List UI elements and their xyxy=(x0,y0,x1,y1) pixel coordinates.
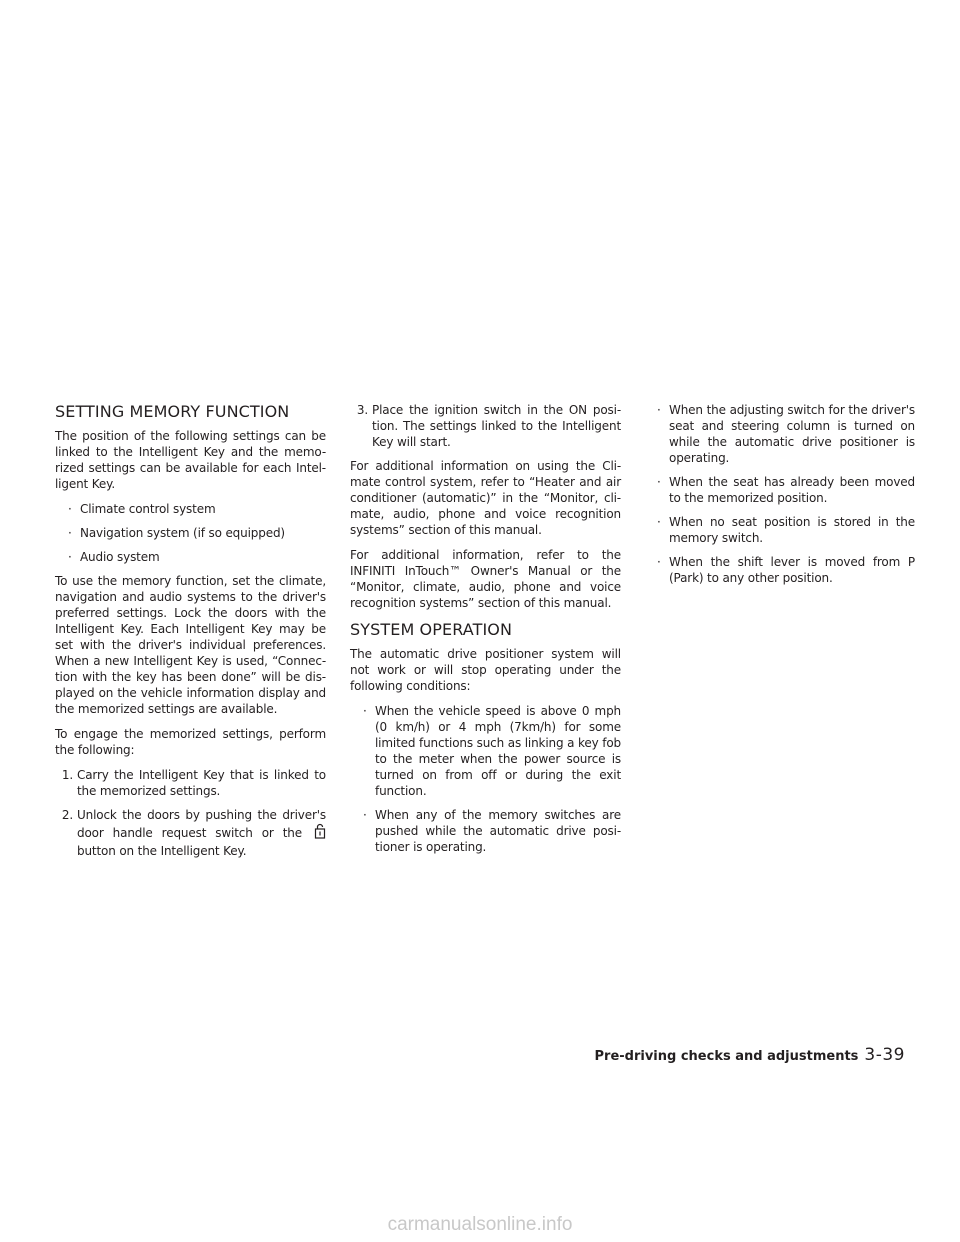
list-item-text: When no seat position is stored in the memory switch. xyxy=(669,515,915,545)
intro-paragraph: The position of the following settings can be linked to the Intelligent Key and the memo-rized settings can be available for each Intel-ligent Key. xyxy=(55,429,326,491)
bullet-mark: · xyxy=(68,502,72,516)
bullet-mark: · xyxy=(657,475,661,489)
list-item-text: Audio system xyxy=(80,550,160,564)
bullet-mark: · xyxy=(657,555,661,569)
intouch-info-paragraph: For additional information, refer to the INFINITI InTouch™ Owner's Manual or the “Monitor, climate, audio, phone and voice recognition systems” section of this manual. xyxy=(350,548,621,610)
step-2 xyxy=(55,807,326,859)
system-operation-paragraph: The automatic drive positioner system will not work or will stop operating under the following conditions: xyxy=(350,647,621,693)
list-item xyxy=(644,514,915,546)
step-number: 2. xyxy=(61,808,73,822)
bullet-mark: · xyxy=(363,808,367,822)
list-item-text: When any of the memory switches are pushed while the automatic drive posi-tioner is operating. xyxy=(375,808,621,854)
step-text xyxy=(77,807,326,859)
watermark: carmanualsonline.info xyxy=(387,1214,573,1235)
list-item xyxy=(55,525,326,541)
list-item xyxy=(350,703,621,799)
column-3 xyxy=(644,402,915,594)
list-item xyxy=(644,402,915,466)
list-item-text: When the seat has already been moved to the memorized position. xyxy=(669,475,915,505)
step-text: Carry the Intelligent Key that is linked to the memorized settings. xyxy=(77,768,326,798)
step-3 xyxy=(350,402,621,450)
step-1 xyxy=(55,767,326,799)
section-heading-system-operation: SYSTEM OPERATION xyxy=(350,620,513,639)
bullet-mark: · xyxy=(363,704,367,718)
bullet-mark: · xyxy=(68,526,72,540)
list-item-text: Climate control system xyxy=(80,502,216,516)
list-item-text: When the shift lever is moved from P (Park) to any other position. xyxy=(669,555,915,585)
bullet-mark: · xyxy=(657,515,661,529)
step-text: Place the ignition switch in the ON posi-tion. The settings linked to the Intelligent Key will start. xyxy=(372,403,621,449)
unlock-key-icon xyxy=(314,823,326,843)
list-item xyxy=(644,554,915,586)
engage-settings-paragraph: To engage the memorized settings, perform the following: xyxy=(55,727,326,757)
list-item-text: Navigation system (if so equipped) xyxy=(80,526,285,540)
list-item-text: When the vehicle speed is above 0 mph (0 km/h) or 4 mph (7km/h) for some limited functions such as linking a key fob to the meter when the power source is turned on from off or during the exit function. xyxy=(375,704,621,798)
list-item xyxy=(55,549,326,565)
step-number: 1. xyxy=(61,768,73,782)
page-footer xyxy=(595,1045,906,1065)
climate-info-paragraph: For additional information on using the Cli-mate control system, refer to “Heater and air conditioner (automatic)” in the “Monitor, cli-mate, audio, phone and voice recognition systems” section of this manual. xyxy=(350,459,621,537)
bullet-mark: · xyxy=(68,550,72,564)
column-2 xyxy=(350,402,621,863)
step-text-after-icon: button on the Intelligent Key. xyxy=(77,844,247,858)
bullet-mark: · xyxy=(657,403,661,417)
step-number: 3. xyxy=(356,403,368,417)
memory-usage-paragraph: To use the memory function, set the climate, navigation and audio systems to the driver's preferred settings. Lock the doors with the Intelligent Key. Each Intelligent Key may be set with the driver's individual preferences. When a new Intelligent Key is used, “Connec-tion with the key has been done” will be dis-played on the vehicle information display and the memorized settings are available. xyxy=(55,574,326,716)
step-text-before-icon: Unlock the doors by pushing the driver's door handle request switch or the xyxy=(77,808,326,840)
section-heading-setting-memory-function: SETTING MEMORY FUNCTION xyxy=(55,402,290,421)
section-title: Pre-driving checks and adjustments xyxy=(594,1049,859,1064)
list-item xyxy=(55,501,326,517)
list-item xyxy=(350,807,621,855)
list-item-text: When the adjusting switch for the driver's seat and steering column is turned on while the automatic drive positioner is operating. xyxy=(669,403,915,465)
list-item xyxy=(644,474,915,506)
column-1 xyxy=(55,402,326,867)
page-number: 3-39 xyxy=(864,1045,905,1065)
